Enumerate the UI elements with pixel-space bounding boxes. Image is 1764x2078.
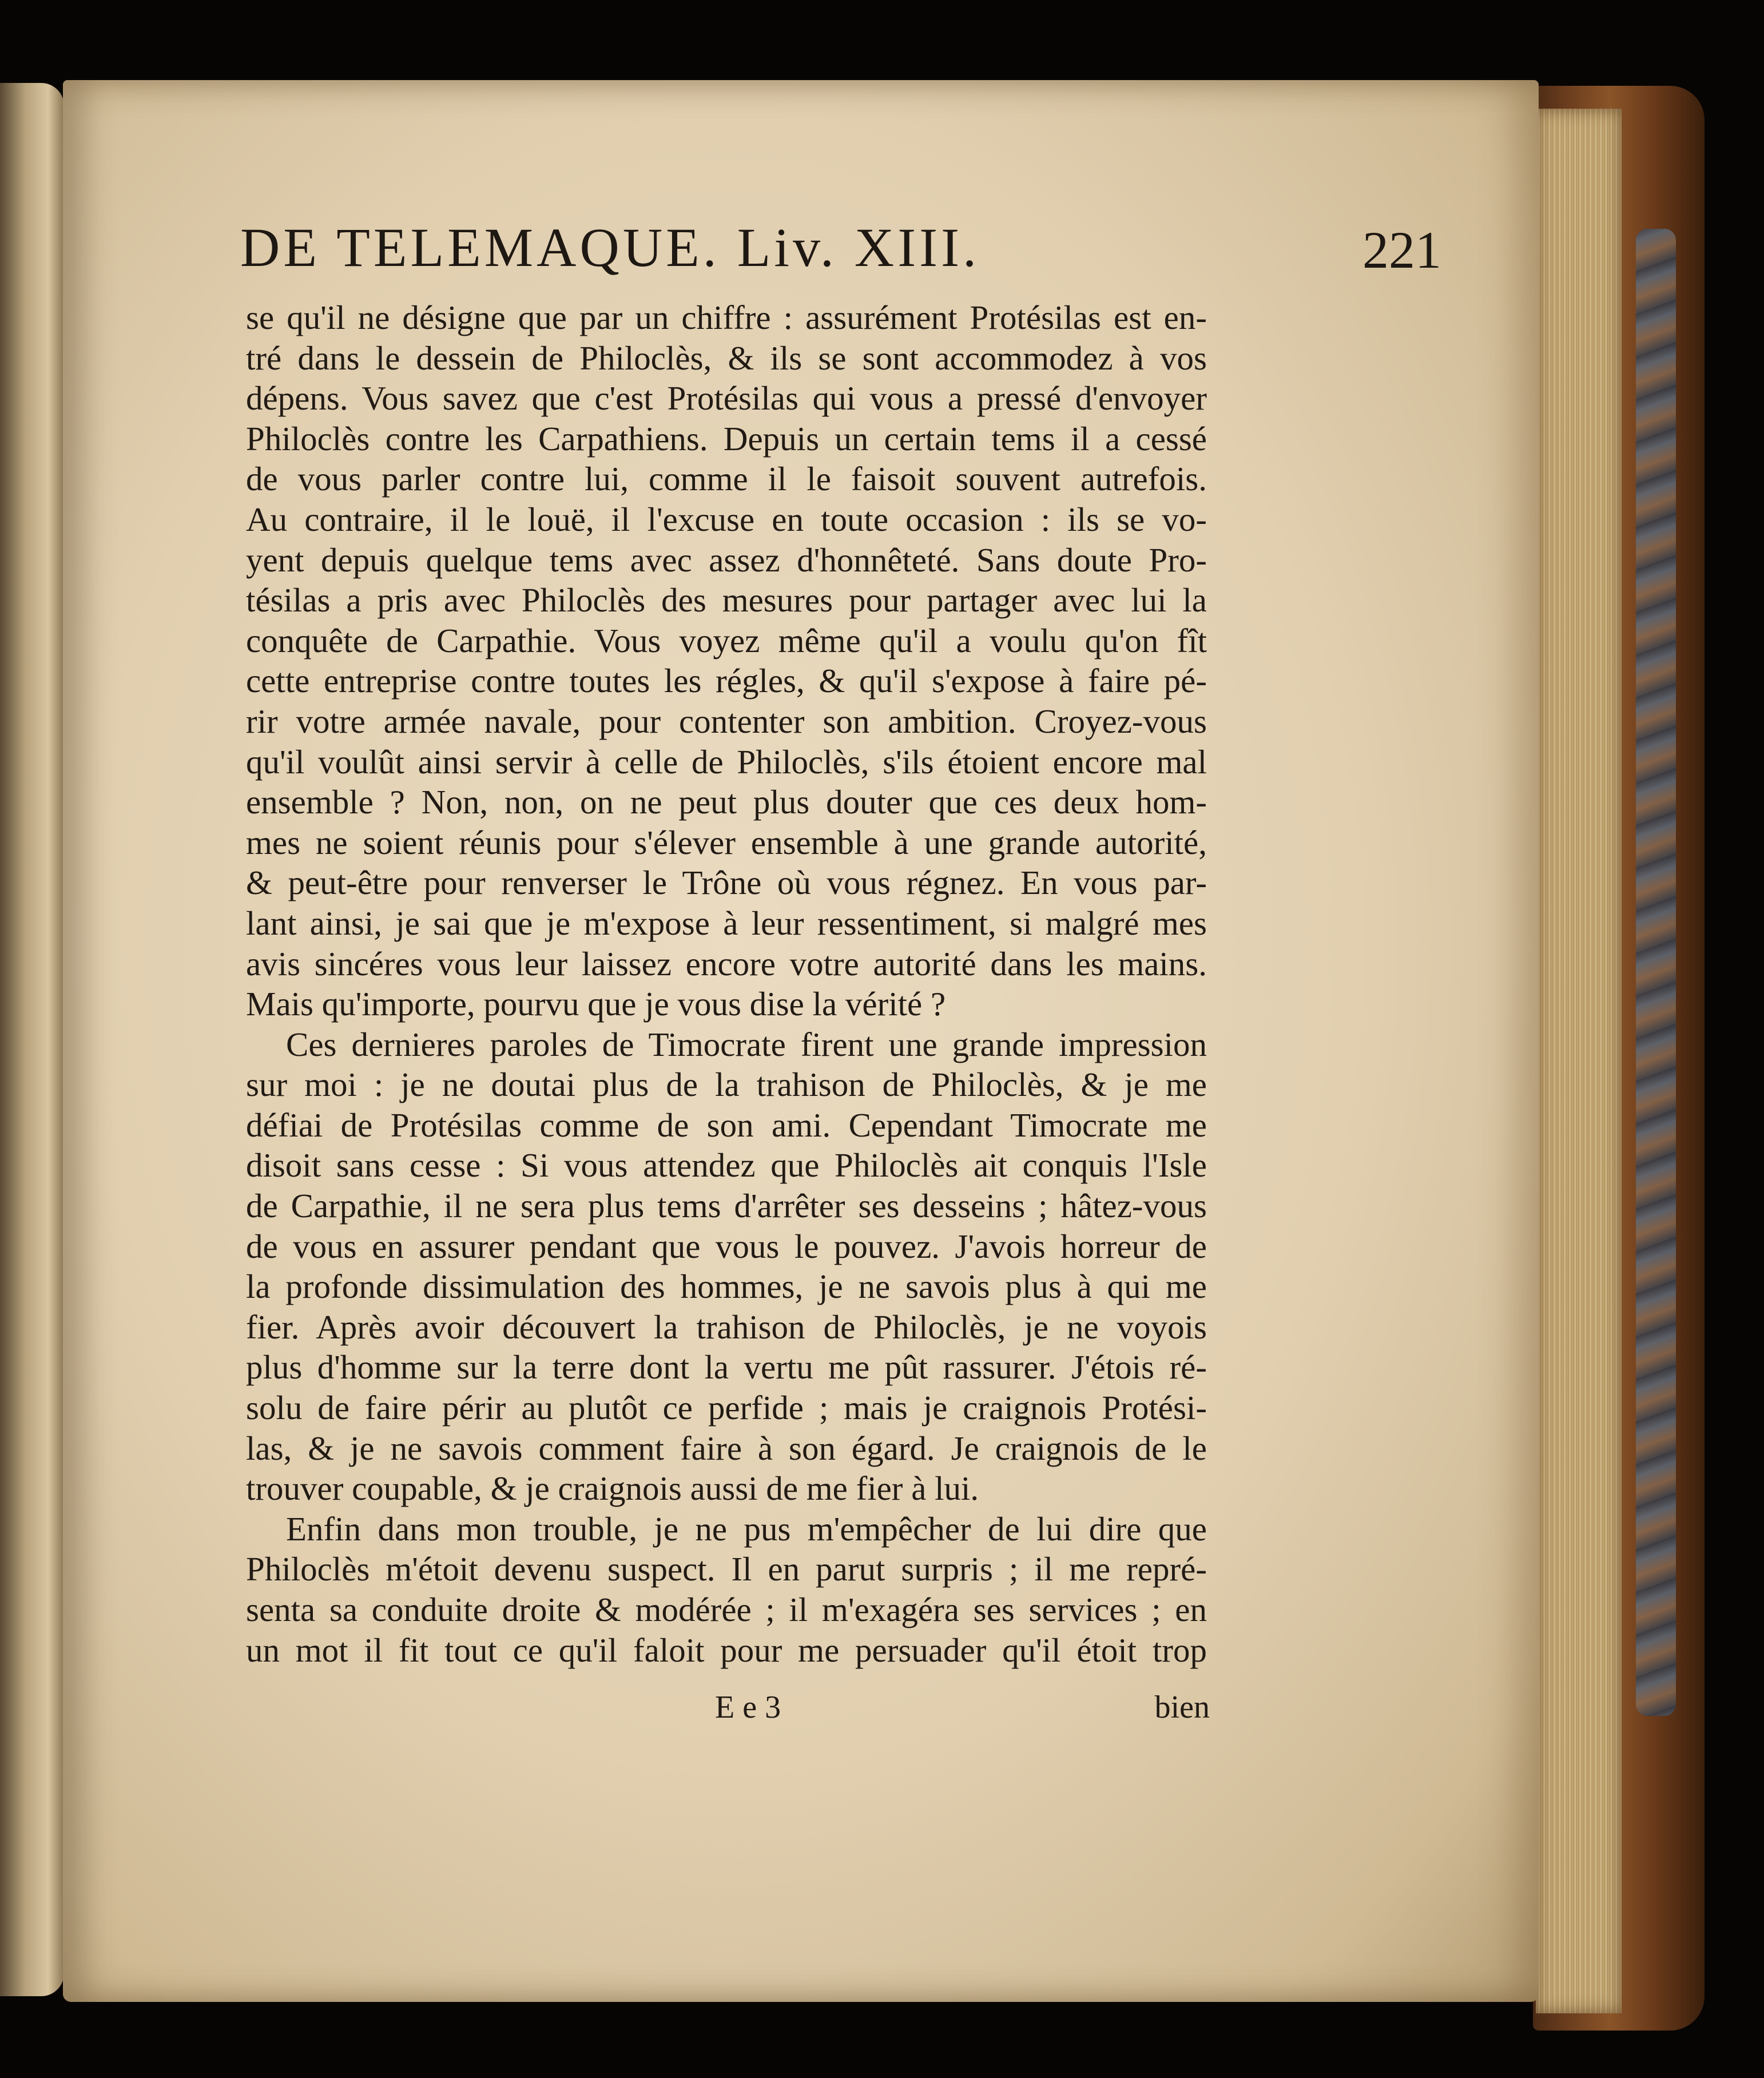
text-line: de vous parler contre lui, comme il le faisoit souvent autrefois. bbox=[246, 460, 1207, 498]
text-line: un mot il fit tout ce qu'il faloit pour me persuader qu'il étoit trop bbox=[246, 1631, 1207, 1669]
page-edges bbox=[1536, 109, 1622, 2013]
text-line: défiai de Protésilas comme de son ami. Cependant Timocrate me bbox=[246, 1106, 1207, 1144]
text-line: Mais qu'importe, pourvu que je vous dise la vérité ? bbox=[246, 985, 946, 1023]
text-line: las, & je ne savois comment faire à son égard. Je craignois de le bbox=[246, 1429, 1207, 1467]
text-line: lant ainsi, je sai que je m'expose à leur ressentiment, si malgré mes bbox=[246, 904, 1207, 942]
text-line: de vous en assurer pendant que vous le pouvez. J'avois horreur de bbox=[246, 1227, 1207, 1265]
text-line: tré dans le dessein de Philoclès, & ils se sont accommodez à vos bbox=[246, 339, 1207, 377]
running-head: DE TELEMAQUE. Liv. XIII. bbox=[240, 217, 980, 278]
text-line: se qu'il ne désigne que par un chiffre : assurément Protésilas est en- bbox=[246, 299, 1207, 336]
text-line: solu de faire périr au plutôt ce perfide ; mais je craignois Protési- bbox=[246, 1389, 1207, 1427]
text-line: qu'il voulût ainsi servir à celle de Philoclès, s'ils étoient encore mal bbox=[246, 742, 1207, 781]
text-line: Enfin dans mon trouble, je ne pus m'empêcher de lui dire que bbox=[286, 1509, 1207, 1548]
text-line: senta sa conduite droite & modérée ; il m'exagéra ses services ; en bbox=[246, 1591, 1207, 1628]
text-line: sur moi : je ne doutai plus de la trahison de Philoclès, & je me bbox=[246, 1066, 1207, 1104]
text-line: fier. Après avoir découvert la trahison de Philoclès, je ne voyois bbox=[246, 1308, 1207, 1346]
text-line: Philoclès contre les Carpathiens. Depuis un certain tems il a cessé bbox=[246, 419, 1207, 458]
text-line: disoit sans cesse : Si vous attendez que Philoclès ait conquis l'Isle bbox=[246, 1146, 1207, 1185]
text-line: Ces dernieres paroles de Timocrate firent une grande impression bbox=[286, 1025, 1207, 1063]
text-line: la profonde dissimulation des hommes, je ne savois plus à qui me bbox=[246, 1268, 1207, 1306]
text-line: cette entreprise contre toutes les régles, & qu'il s'expose à faire pé- bbox=[246, 662, 1207, 700]
text-line: avis sincéres vous leur laissez encore votre autorité dans les mains. bbox=[246, 944, 1207, 983]
text-line: Philoclès m'étoit devenu suspect. Il en parut surpris ; il me repré- bbox=[246, 1550, 1207, 1588]
text-line: yent depuis quelque tems avec assez d'honnêteté. Sans doute Pro- bbox=[246, 541, 1207, 579]
text-line: conquête de Carpathie. Vous voyez même qu'il a voulu qu'on fît bbox=[246, 621, 1207, 659]
text-line: de Carpathie, il ne sera plus tems d'arrêter ses desseins ; hâtez-vous bbox=[246, 1187, 1207, 1225]
signature-mark: E e 3 bbox=[715, 1690, 781, 1725]
text-line: rir votre armée navale, pour contenter son ambition. Croyez-vous bbox=[246, 702, 1207, 740]
text-line: dépens. Vous savez que c'est Protésilas qui vous a pressé d'envoyer bbox=[246, 379, 1207, 418]
body-text bbox=[246, 297, 1207, 1670]
text-line: mes ne soient réunis pour s'élever ensemble à une grande autorité, bbox=[246, 823, 1207, 861]
text-line: trouver coupable, & je craignois aussi de me fier à lui. bbox=[246, 1469, 979, 1508]
text-line: Au contraire, il le louë, il l'excuse en toute occasion : ils se vo- bbox=[246, 500, 1207, 538]
page-number: 221 bbox=[1362, 221, 1441, 279]
text-line: tésilas a pris avec Philoclès des mesures pour partager avec lui la bbox=[246, 581, 1207, 619]
catchword: bien bbox=[1154, 1690, 1210, 1725]
text-line: & peut-être pour renverser le Trône où vous régnez. En vous par- bbox=[246, 864, 1207, 902]
text-line: ensemble ? Non, non, on ne peut plus douter que ces deux hom- bbox=[246, 783, 1207, 821]
text-line: plus d'homme sur la terre dont la vertu me pût rassurer. J'étois ré- bbox=[246, 1348, 1207, 1386]
facing-page-edge bbox=[0, 83, 64, 1996]
marbled-endpaper bbox=[1636, 229, 1676, 1716]
